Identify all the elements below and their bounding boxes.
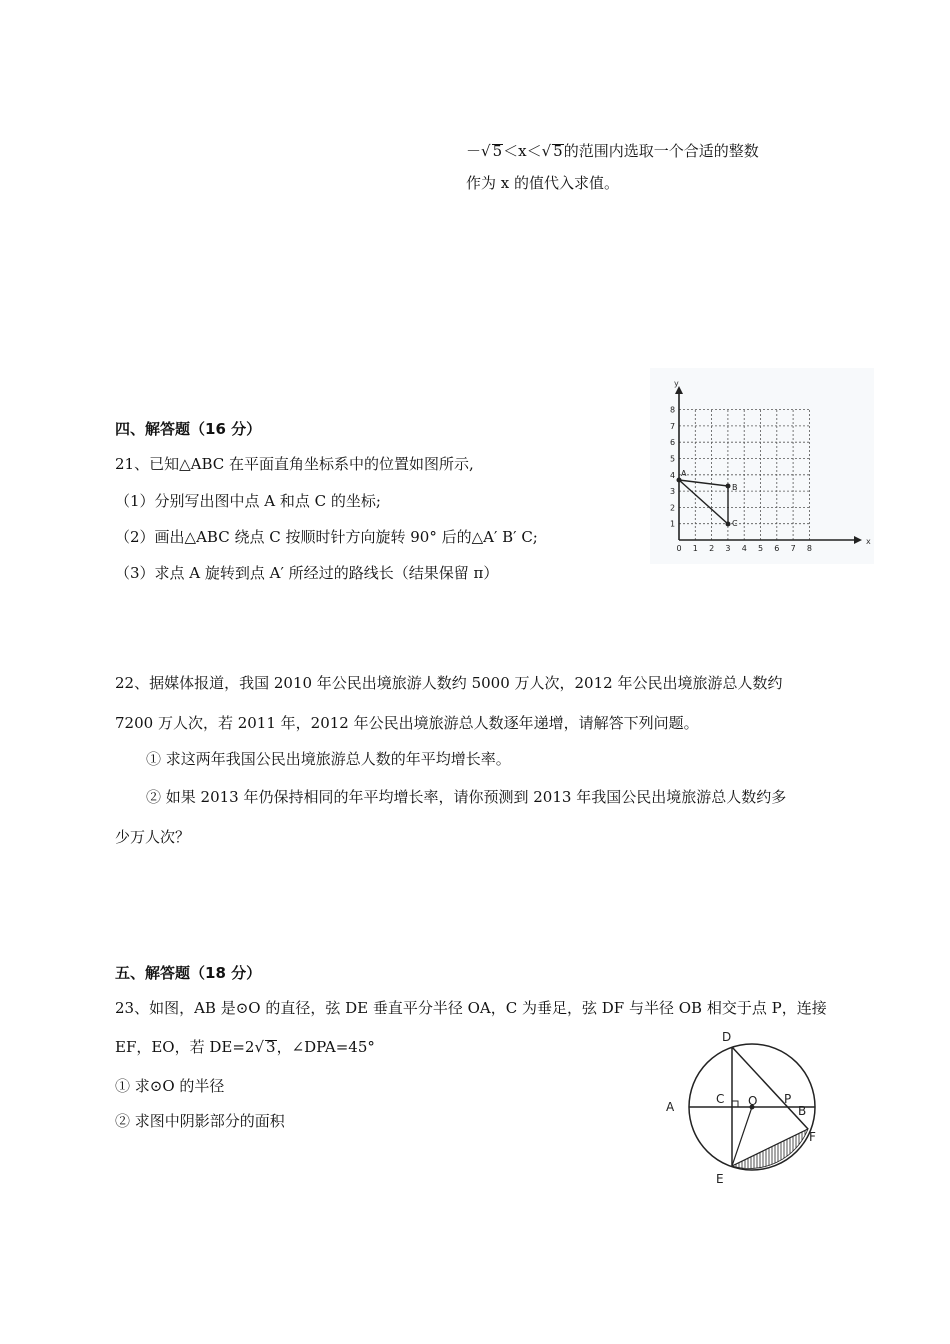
x-tick-label: 5 [758,544,764,553]
q20-radicand-1: 5 [492,142,503,160]
label-a: A [666,1100,675,1114]
q23-radicand: 3 [266,1038,276,1056]
q23-item2: ② 求图中阴影部分的面积 [115,1112,285,1130]
point-b-dot [726,484,731,489]
x-tick-label: 6 [774,544,780,553]
x-tick-labels [677,544,812,553]
x-tick-label: 2 [709,544,715,553]
q20-sqrt-sign-1: √ [481,142,491,160]
q20-line2: 作为 x 的值代入求值。 [466,174,619,192]
q20-inequality: ＜x＜ [503,142,542,160]
point-c-dot [726,522,731,527]
label-b: B [798,1104,807,1118]
y-tick-label: 5 [670,454,676,464]
y-tick-label: 6 [670,438,676,448]
label-p: P [784,1092,792,1106]
q21-part1: （1）分别写出图中点 A 和点 C 的坐标; [115,492,381,510]
y-axis-label: y [674,379,679,388]
y-tick-label: 8 [670,405,676,415]
q23-line2-post: ，∠DPA=45° [276,1038,375,1056]
x-tick-label: 7 [790,544,796,553]
label-d: D [722,1030,732,1044]
point-a-label: A [681,469,687,478]
x-tick-label: 8 [806,544,812,553]
section4-title: 四、解答题（16 分） [115,420,262,438]
q23-line2 [115,1036,375,1057]
x-tick-label: 1 [692,544,698,553]
q21-part2: （2）画出△ABC 绕点 C 按顺时针方向旋转 90° 后的△A′ B′ C; [115,528,538,546]
x-tick-label: 4 [741,544,747,553]
x-tick-label: 0 [676,544,682,553]
q23-line2-pre: EF，EO，若 DE=2 [115,1038,255,1056]
y-tick-label: 4 [670,470,676,480]
y-tick-label: 3 [670,487,676,497]
label-e: E [716,1172,724,1186]
q22-item2: ② 如果 2013 年仍保持相同的年平均增长率，请你预测到 2013 年我国公民出境旅游总人数约多 [146,788,787,806]
q22-line2: 7200 万人次，若 2011 年，2012 年公民出境旅游总人数逐年递增，请解答下列问题。 [115,714,699,732]
label-o: O [748,1094,758,1108]
point-c-label: C [732,519,738,528]
chord-df [732,1047,808,1129]
q22-line1: 22、据媒体报道，我国 2010 年公民出境旅游人数约 5000 万人次，2012 年公民出境旅游总人数约 [115,674,783,692]
label-c: C [716,1092,725,1106]
figure-background [650,368,874,564]
circle-figure [660,1025,830,1195]
right-angle-mark [732,1101,738,1107]
q22-item1: ① 求这两年我国公民出境旅游总人数的年平均增长率。 [146,750,511,768]
q20-sqrt-sign-2: √ [541,142,552,160]
q20-neg: － [466,142,482,160]
q20-radicand-2: 5 [553,142,563,160]
q22-item2-cont: 少万人次？ [115,828,191,846]
y-tick-label: 2 [670,503,676,513]
label-f: F [809,1130,816,1144]
q20-line1 [466,140,759,161]
x-tick-label: 3 [725,544,731,553]
section5-title: 五、解答题（18 分） [115,964,262,982]
point-a-dot [677,478,682,483]
q23-item1: ① 求⊙O 的半径 [115,1077,225,1095]
q21-stem: 21、已知△ABC 在平面直角坐标系中的位置如图所示, [115,455,474,473]
y-tick-label: 1 [670,519,676,529]
q23-sqrt-sign: √ [254,1038,265,1056]
point-b-label: B [732,483,738,492]
y-tick-label: 7 [670,421,676,431]
q21-part3: （3）求点 A 旋转到点 A′ 所经过的路线长（结果保留 π） [115,564,499,582]
x-axis-label: x [866,537,871,546]
coordinate-grid-figure [650,368,874,564]
q20-line1-tail: 的范围内选取一个合适的整数 [563,142,759,160]
q23-line1: 23、如图，AB 是⊙O 的直径，弦 DE 垂直平分半径 OA，C 为垂足，弦 DF 与半径 OB 相交于点 P，连接 [115,999,827,1017]
